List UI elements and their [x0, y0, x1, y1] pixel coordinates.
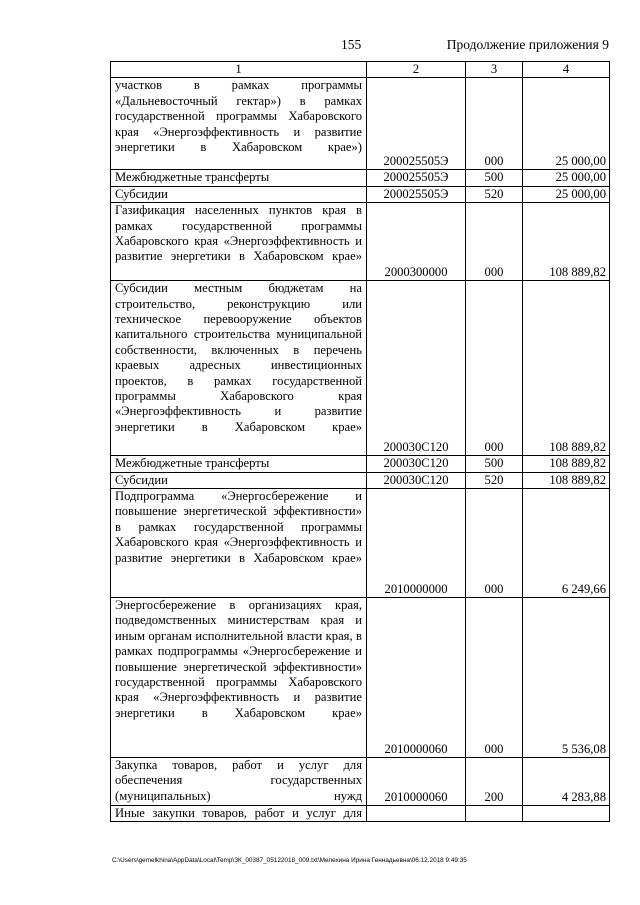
row-code: 200025505Э — [367, 170, 466, 186]
row-name: Энергосбережение в организациях края, подведомственных министерствам края и иным органам исполнительной власти края, в рамках подпрограммы «Энергосбережение и повышение энергетической эффективности» государственной программы Хабаровского края «Энергоэффективность и развитие энергетики в Хабаровском крае» — [111, 598, 367, 758]
row-sum: 25 000,00 — [523, 78, 610, 170]
column-header: 3 — [466, 62, 523, 78]
row-sum: 4 283,88 — [523, 758, 610, 806]
table-row — [111, 203, 610, 281]
table-header-row — [111, 62, 610, 78]
row-name: Иные закупки товаров, работ и услуг для — [111, 806, 367, 822]
table-row — [111, 78, 610, 170]
row-code: 2010000060 — [367, 598, 466, 758]
row-name: Субсидии — [111, 186, 367, 202]
row-expense-type: 500 — [466, 456, 523, 472]
row-sum — [523, 806, 610, 822]
row-code: 2010000000 — [367, 489, 466, 598]
row-expense-type: 520 — [466, 186, 523, 202]
row-sum: 108 889,82 — [523, 281, 610, 456]
row-code: 200025505Э — [367, 186, 466, 202]
row-code: 200030С120 — [367, 281, 466, 456]
row-sum: 108 889,82 — [523, 456, 610, 472]
row-expense-type — [466, 806, 523, 822]
row-sum: 108 889,82 — [523, 203, 610, 281]
row-name: Субсидии местным бюджетам на строительство, реконструкцию или техническое перевооружение объектов капитального строительства муниципальной собственности, включенных в перечень краевых адресных инвестиционных проектов, в рамках государственной программы Хабаровского края «Энергоэффективность и развитие энергетики в Хабаровском крае» — [111, 281, 367, 456]
row-sum: 6 249,66 — [523, 489, 610, 598]
row-code: 2010000060 — [367, 758, 466, 806]
row-name: Подпрограмма «Энергосбережение и повышение энергетической эффективности» в рамках государственной программы Хабаровского края «Энергоэффективность и развитие энергетики в Хабаровском крае» — [111, 489, 367, 598]
row-expense-type: 000 — [466, 598, 523, 758]
row-code: 200025505Э — [367, 78, 466, 170]
table-row — [111, 456, 610, 472]
row-expense-type: 500 — [466, 170, 523, 186]
row-name: участков в рамках программы «Дальневосточный гектар») в рамках государственной программы Хабаровского края «Энергоэффективность и развитие энергетики в Хабаровском крае») — [111, 78, 367, 170]
row-expense-type: 000 — [466, 78, 523, 170]
row-sum: 25 000,00 — [523, 186, 610, 202]
row-name: Закупка товаров, работ и услуг для обеспечения государственных (муниципальных) нужд — [111, 758, 367, 806]
table-row — [111, 758, 610, 806]
table-row — [111, 806, 610, 822]
column-header: 4 — [523, 62, 610, 78]
budget-table — [110, 61, 610, 822]
row-expense-type: 200 — [466, 758, 523, 806]
table-row — [111, 489, 610, 598]
table-row — [111, 472, 610, 488]
row-code: 2000300000 — [367, 203, 466, 281]
page-number: 155 — [341, 37, 362, 52]
row-name: Субсидии — [111, 472, 367, 488]
row-expense-type: 000 — [466, 203, 523, 281]
row-expense-type: 000 — [466, 489, 523, 598]
row-code: 200030С120 — [367, 456, 466, 472]
row-expense-type: 520 — [466, 472, 523, 488]
table-row — [111, 186, 610, 202]
row-name: Межбюджетные трансферты — [111, 170, 367, 186]
file-path-footer: C:\Users\gemelkhina\AppData\Local\Temp\ЗК_00387_05122018_009.txt\Мелехина Ирина Геннадьевна\06.12.2018 9:49:35 — [112, 857, 467, 864]
table-row — [111, 598, 610, 758]
column-header: 2 — [367, 62, 466, 78]
row-sum: 108 889,82 — [523, 472, 610, 488]
appendix-continuation-title: Продолжение приложения 9 — [446, 37, 609, 52]
row-name: Газификация населенных пунктов края в рамках государственной программы Хабаровского края «Энергоэффективность и развитие энергетики в Хабаровском крае» — [111, 203, 367, 281]
row-sum: 25 000,00 — [523, 170, 610, 186]
row-code — [367, 806, 466, 822]
table-row — [111, 170, 610, 186]
row-code: 200030С120 — [367, 472, 466, 488]
row-sum: 5 536,08 — [523, 598, 610, 758]
column-header: 1 — [111, 62, 367, 78]
row-expense-type: 000 — [466, 281, 523, 456]
row-name: Межбюджетные трансферты — [111, 456, 367, 472]
table-row — [111, 281, 610, 456]
